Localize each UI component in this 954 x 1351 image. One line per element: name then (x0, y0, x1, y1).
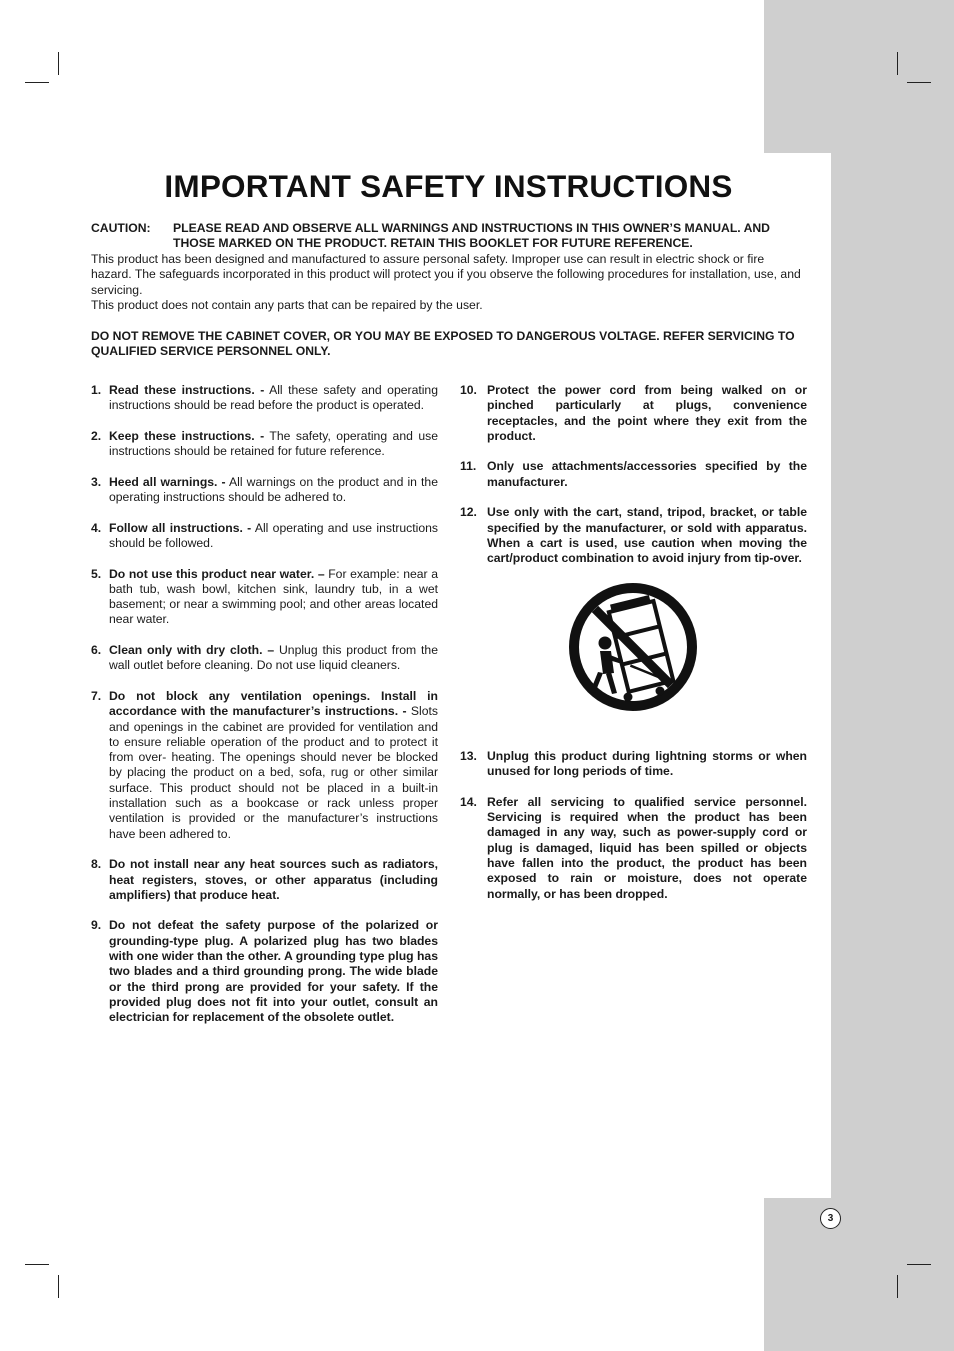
instruction-text: Unplug this product from the wall outlet before cleaning. Do not use liquid cleaners. (109, 643, 438, 673)
side-band-right (831, 0, 954, 1351)
caution-notice (91, 221, 806, 252)
instruction-body (109, 475, 438, 506)
intro-paragraph: This product has been designed and manufactured to assure personal safety. Improper use can result in electric shock or fire hazard. The safeguards incorporated in this product will protect you if you observe the following procedures for installation, use, and servicing. (91, 252, 801, 297)
instructions-column-left (91, 383, 438, 1041)
instruction-item (91, 689, 438, 842)
instruction-item (91, 857, 438, 903)
instruction-item (91, 918, 438, 1025)
instruction-item (460, 459, 807, 490)
instruction-number: 5. (91, 566, 102, 581)
intro-text (91, 252, 806, 313)
instruction-item (91, 383, 438, 414)
instruction-number: 6. (91, 643, 102, 658)
instruction-item (460, 795, 807, 902)
crop-mark (897, 52, 898, 75)
crop-mark (25, 1264, 49, 1265)
instruction-body (109, 643, 438, 674)
instruction-text: Slots and openings in the cabinet are provided for ventilation and to ensure reliable operation of the product and to protect it from over- heating. The openings should never be blocked by placing the product on a bed, sofa, rug or other similar surface. This product should not be placed in a built-in installation such as a bookcase or rack unless proper ventilation is provided or the manufacturer’s instructions have been adhered to. (109, 704, 438, 841)
crop-mark (58, 1275, 59, 1298)
instruction-item (91, 475, 438, 506)
crop-mark (58, 52, 59, 75)
instruction-body: Refer all servicing to qualified service personnel. Servicing is required when the product has been damaged in any way, such as power-supply cord or plug is damaged, liquid has been spilled or objects have fallen into the product, the product has been exposed to rain or moisture, does not operate normally, or has been dropped. (487, 794, 807, 901)
crop-mark (907, 82, 931, 83)
crop-mark (897, 1275, 898, 1298)
instruction-body (109, 567, 438, 628)
instruction-text: The safety, operating and use instructions should be retained for future reference. (109, 428, 438, 459)
intro-paragraph: This product does not contain any parts that can be repaired by the user. (91, 297, 483, 312)
instruction-text: All operating and use instructions should be followed. (109, 520, 439, 550)
instruction-heading: Do not use this product near water. – (109, 566, 325, 581)
crop-mark (907, 1264, 931, 1265)
instruction-item (460, 505, 807, 566)
instruction-heading: Read these instructions. - (109, 383, 265, 397)
instruction-number: 3. (91, 474, 102, 489)
instruction-heading: Do not block any ventilation openings. Install in accordance with the manufacturer’s instructions. - (109, 688, 438, 719)
instruction-number: 9. (91, 918, 102, 933)
instruction-body: Unplug this product during lightning storms or when unused for long periods of time. (487, 748, 807, 779)
instruction-heading: Follow all instructions. - (109, 520, 252, 535)
cabinet-warning: DO NOT REMOVE THE CABINET COVER, OR YOU MAY BE EXPOSED TO DANGEROUS VOLTAGE. REFER SERVICING TO QUALIFIED SERVICE PERSONNEL ONLY. (91, 329, 795, 359)
instruction-item (91, 643, 438, 674)
instruction-body (109, 429, 438, 460)
instruction-item (91, 567, 438, 628)
instruction-text: All warnings on the product and in the operating instructions should be adhered to. (109, 474, 438, 505)
instruction-number: 14. (460, 794, 477, 809)
page-number: 3 (820, 1208, 841, 1229)
instruction-heading: Keep these instructions. - (109, 428, 265, 443)
instruction-body: Protect the power cord from being walked on or pinched particularly at plugs, convenience receptacles, and the point where they exit from the product. (487, 383, 807, 443)
instruction-item (91, 429, 438, 460)
instruction-text: For example: near a bath tub, wash bowl, kitchen sink, laundry tub, in a wet basement; or near a swimming pool; and other areas located near water. (109, 566, 438, 627)
caution-label: CAUTION: (91, 221, 151, 235)
instruction-number: 8. (91, 857, 102, 872)
instruction-item (460, 749, 807, 780)
instruction-number: 2. (91, 428, 102, 443)
instruction-number: 4. (91, 520, 102, 535)
instruction-text: All these safety and operating instructions should be read before the product is operated. (109, 383, 438, 413)
instruction-body (109, 383, 438, 414)
instruction-number: 13. (460, 748, 477, 763)
instruction-number: 12. (460, 505, 477, 520)
caution-text: PLEASE READ AND OBSERVE ALL WARNINGS AND INSTRUCTIONS IN THIS OWNER’S MANUAL. AND THOSE MARKED ON THE PRODUCT. RETAIN THIS BOOKLET FOR FUTURE REFERENCE. (173, 221, 770, 251)
instruction-heading: Heed all warnings. - (109, 474, 226, 489)
page-title: IMPORTANT SAFETY INSTRUCTIONS (164, 168, 733, 204)
instruction-number: 1. (91, 383, 102, 397)
crop-mark (25, 82, 49, 83)
instruction-body (109, 521, 438, 552)
side-band-bottom (764, 1198, 954, 1351)
instruction-number: 7. (91, 688, 102, 703)
instruction-body: Use only with the cart, stand, tripod, bracket, or table specified by the manufacturer, or sold with apparatus. When a cart is used, use caution when moving the cart/product combination to avoid injury from tip-over. (487, 505, 807, 566)
instruction-item (460, 383, 807, 444)
instruction-body: Only use attachments/accessories specified by the manufacturer. (487, 459, 807, 489)
instruction-body: Do not install near any heat sources such as radiators, heat registers, stoves, or other apparatus (including amplifiers) that produce heat. (109, 857, 438, 902)
instruction-body (109, 689, 438, 842)
instruction-number: 10. (460, 383, 477, 397)
cart-tip-over-warning-icon (567, 581, 699, 713)
instruction-body: Do not defeat the safety purpose of the polarized or grounding-type plug. A polarized plug has two blades with one wider than the other. A grounding type plug has two blades and a third grounding prong. The wide blade or the third prong are provided for your safety. If the provided plug does not fit into your outlet, consult an electrician for replacement of the obsolete outlet. (109, 918, 438, 1025)
instruction-item (91, 521, 438, 552)
instruction-heading: Clean only with dry cloth. – (109, 643, 275, 658)
instruction-number: 11. (460, 459, 477, 474)
